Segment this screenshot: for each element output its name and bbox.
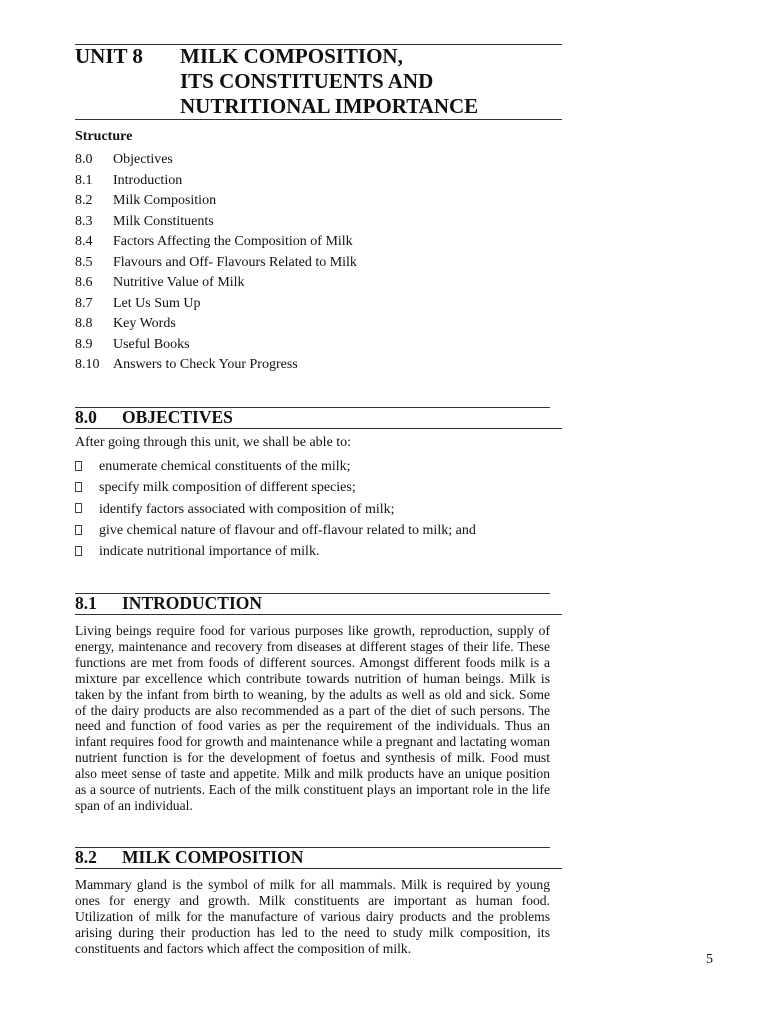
objectives-list xyxy=(75,456,476,562)
bullet-icon xyxy=(75,482,82,492)
objective-item xyxy=(75,520,476,541)
toc-item xyxy=(75,212,357,233)
unit-label: UNIT 8 xyxy=(75,44,143,68)
toc-item-number: 8.9 xyxy=(75,336,93,352)
toc-item xyxy=(75,294,357,315)
toc-item-title: Milk Composition xyxy=(113,193,217,208)
objective-text: enumerate chemical constituents of the milk; xyxy=(99,459,351,474)
section-number: 8.0 xyxy=(75,407,97,427)
objective-text: indicate nutritional importance of milk. xyxy=(99,544,320,560)
objective-text: give chemical nature of flavour and off-flavour related to milk; and xyxy=(99,522,476,538)
objective-item xyxy=(75,541,476,562)
toc-item xyxy=(75,273,357,294)
introduction-paragraph: Living beings require food for various purposes like growth, reproduction, supply of energy, maintenance and recovery from diseases at different stages of their life. These functions are met from foods of different sources. Amongst different foods milk is a mixture par excellence which contribute towards nutrition of human beings. Milk is taken by the infant from birth to weaning, by the adults as well as old and sick. Some of the dairy products are also recommended as a part of the diet of such persons. The need and function of food varies as per the requirement of the individuals. Thus an infant requires food for growth and maintenance while a pregnant and lactating woman nutrient function is for the development of foetus and synthesis of milk. Food must also meet sense of taste and appetite. Milk and milk products have an unique position as a source of nutrients. Each of the milk constituent plays an important role in the life span of an individual. xyxy=(75,623,550,813)
toc-item-title: Key Words xyxy=(113,316,176,331)
objectives-bottom-rule xyxy=(75,428,562,429)
toc-item-title: Objectives xyxy=(113,152,173,167)
section-title: MILK COMPOSITION xyxy=(122,847,304,867)
unit-title-line: ITS CONSTITUENTS AND xyxy=(180,69,434,93)
toc-item-number: 8.7 xyxy=(75,295,93,311)
structure-heading: Structure xyxy=(75,129,133,144)
structure-list xyxy=(75,150,357,376)
toc-item-title: Introduction xyxy=(113,172,183,188)
section-title: INTRODUCTION xyxy=(122,593,263,613)
toc-item-number: 8.0 xyxy=(75,152,93,167)
toc-item-title: Flavours and Off- Flavours Related to Milk xyxy=(113,254,357,270)
section-title: OBJECTIVES xyxy=(122,407,233,427)
toc-item xyxy=(75,191,357,212)
toc-item-number: 8.5 xyxy=(75,254,93,270)
bullet-icon xyxy=(75,461,82,471)
toc-item-title: Factors Affecting the Composition of Milk xyxy=(113,234,353,249)
objective-item xyxy=(75,477,476,498)
toc-item xyxy=(75,171,357,192)
introduction-bottom-rule xyxy=(75,614,562,615)
milk-composition-paragraph: Mammary gland is the symbol of milk for all mammals. Milk is required by young ones for energy and growth. Milk constituents are important as human food. Utilization of milk for the manufacture of various dairy products and the problems arising during their production has led to the need to study milk composition, its constituents and factors which affect the composition of milk. xyxy=(75,877,550,956)
toc-item-number: 8.1 xyxy=(75,172,93,188)
page-number: 5 xyxy=(706,952,713,967)
objective-text: identify factors associated with composition of milk; xyxy=(99,501,395,517)
section-number: 8.1 xyxy=(75,593,97,613)
toc-item-number: 8.3 xyxy=(75,213,93,229)
objective-item xyxy=(75,456,476,477)
unit-title-line: MILK COMPOSITION, xyxy=(180,44,403,68)
toc-item-number: 8.6 xyxy=(75,275,93,290)
introduction-heading xyxy=(75,593,262,614)
title-bottom-rule xyxy=(75,119,562,120)
toc-item xyxy=(75,253,357,274)
bullet-icon xyxy=(75,546,82,556)
toc-item-number: 8.8 xyxy=(75,316,93,331)
toc-item xyxy=(75,150,357,171)
bullet-icon xyxy=(75,503,82,513)
objectives-heading xyxy=(75,407,233,428)
toc-item-number: 8.4 xyxy=(75,234,93,249)
toc-item-number: 8.2 xyxy=(75,193,93,208)
objectives-intro: After going through this unit, we shall be able to: xyxy=(75,435,352,450)
unit-title-line: NUTRITIONAL IMPORTANCE xyxy=(180,94,479,118)
toc-item xyxy=(75,314,357,335)
milk-composition-heading xyxy=(75,847,303,868)
toc-item-number: 8.10 xyxy=(75,357,100,372)
objective-item xyxy=(75,499,476,520)
bullet-icon xyxy=(75,525,82,535)
objective-text: specify milk composition of different species; xyxy=(99,480,356,496)
toc-item xyxy=(75,232,357,253)
toc-item-title: Answers to Check Your Progress xyxy=(113,357,298,372)
toc-item-title: Let Us Sum Up xyxy=(113,295,201,311)
unit-title-lines xyxy=(180,44,478,119)
section-number: 8.2 xyxy=(75,847,97,867)
milk-composition-bottom-rule xyxy=(75,868,562,869)
toc-item xyxy=(75,355,357,376)
toc-item-title: Nutritive Value of Milk xyxy=(113,275,245,290)
toc-item-title: Milk Constituents xyxy=(113,213,214,229)
toc-item-title: Useful Books xyxy=(113,336,190,352)
toc-item xyxy=(75,335,357,356)
